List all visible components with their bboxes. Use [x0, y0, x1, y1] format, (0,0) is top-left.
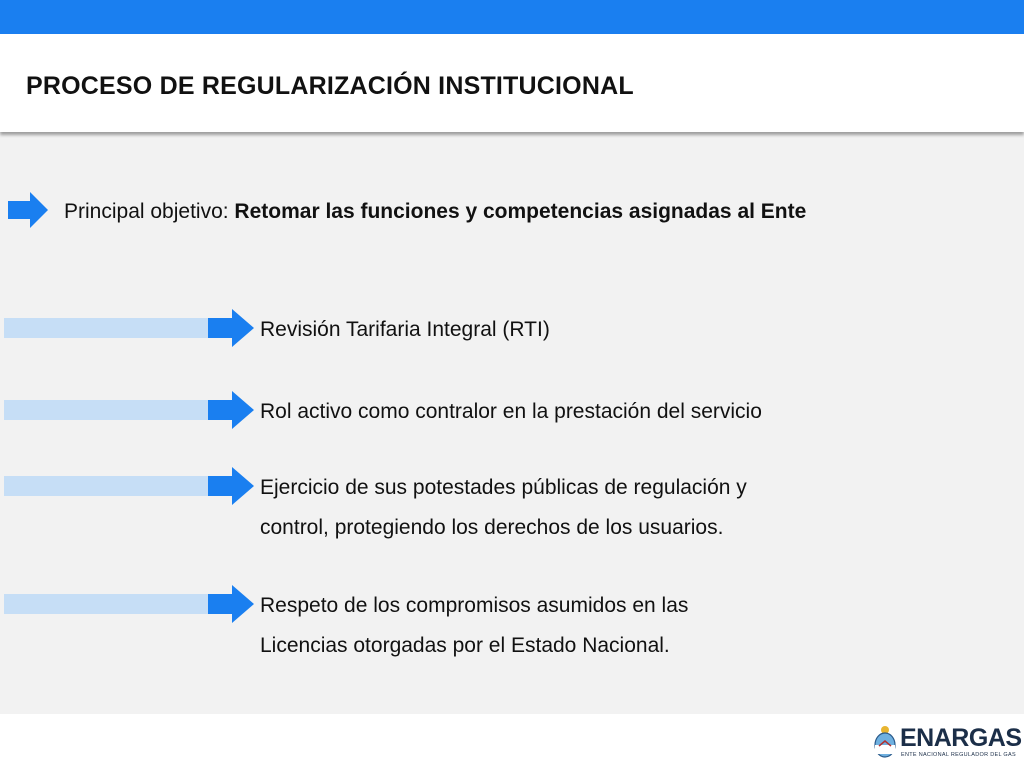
- item-line: Licencias otorgadas por el Estado Nacional.: [260, 634, 670, 657]
- main-objective: [64, 200, 806, 224]
- arrow-right-icon: [208, 391, 254, 429]
- logo-subtitle: ENTE NACIONAL REGULADOR DEL GAS: [901, 752, 1016, 758]
- arrow-right-icon: [208, 467, 254, 505]
- item-bar: [4, 594, 216, 614]
- arrow-right-icon: [208, 309, 254, 347]
- item-text: [260, 586, 1000, 666]
- slide-title: PROCESO DE REGULARIZACIÓN INSTITUCIONAL: [26, 72, 634, 100]
- top-accent-bar: [0, 0, 1024, 34]
- item-text: [260, 310, 1000, 350]
- item-line: Respeto de los compromisos asumidos en las: [260, 594, 689, 617]
- item-bar: [4, 476, 216, 496]
- slide-content: [0, 132, 1024, 714]
- logo-name: ENARGAS: [900, 724, 1022, 752]
- arrow-right-icon: [208, 585, 254, 623]
- item-line: Ejercicio de sus potestades públicas de regulación y: [260, 476, 747, 499]
- item-line: Rol activo como contralor en la prestación del servicio: [260, 400, 762, 423]
- coat-of-arms-icon: [872, 724, 898, 758]
- arrow-right-icon: [8, 192, 48, 228]
- objective-label: Principal objetivo:: [64, 200, 235, 223]
- enargas-logo: [872, 722, 1022, 762]
- item-text: [260, 392, 1000, 432]
- objective-text: Retomar las funciones y competencias asignadas al Ente: [234, 200, 807, 223]
- slide-header: [0, 34, 1024, 132]
- item-bar: [4, 400, 216, 420]
- item-line: control, protegiendo los derechos de los usuarios.: [260, 516, 724, 539]
- item-text: [260, 468, 1000, 548]
- item-line: Revisión Tarifaria Integral (RTI): [260, 318, 550, 341]
- item-bar: [4, 318, 216, 338]
